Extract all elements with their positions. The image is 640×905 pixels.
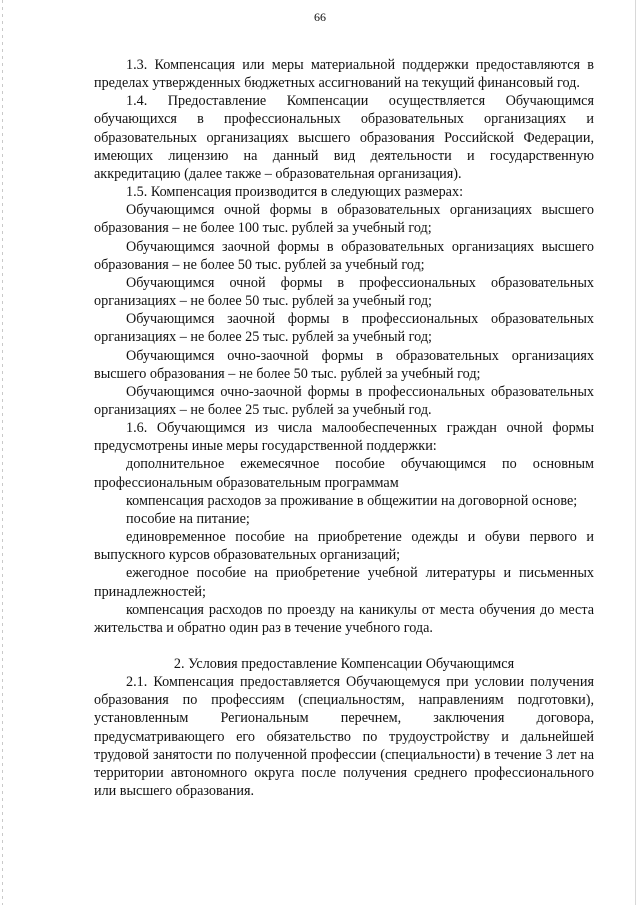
rate-parttime-professional: Обучающимся очно-заочной формы в профессиональных образовательных организациях – не более 25 тыс. рублей за учебный год. <box>94 383 594 418</box>
rate-correspondence-higher: Обучающимся заочной формы в образовательных организациях высшего образования – не более 50 тыс. рублей за учебный год; <box>94 238 594 273</box>
paragraph-1-5: 1.5. Компенсация производится в следующих размерах: <box>126 184 464 201</box>
support-literature-allowance: ежегодное пособие на приобретение учебной литературы и письменных принадлежностей; <box>94 565 594 600</box>
rate-fulltime-higher: Обучающимся очной формы в образовательных организациях высшего образования – не более 100 тыс. рублей за учебный год; <box>94 202 594 237</box>
paragraph-1-3: 1.3. Компенсация или меры материальной поддержки предоставляются в пределах утвержденных бюджетных ассигнований на текущий финансовый год. <box>94 57 594 92</box>
paragraph-2-1: 2.1. Компенсация предоставляется Обучающемуся при условии получения образования по профессиям (специальностям, направлениям подготовки), установленным Региональным перечнем, заключения договора, предусматривающего его обязательство по трудоустройству и дальнейшей трудовой занятости по полученной профессии (специальности) в течение 3 лет на территории автономного округа после получения среднего профессионального или высшего образования. <box>94 674 594 800</box>
page-number: 66 <box>314 10 326 24</box>
rate-correspondence-professional: Обучающимся заочной формы в профессиональных образовательных организациях – не более 25 тыс. рублей за учебный год; <box>94 311 594 346</box>
rate-fulltime-professional: Обучающимся очной формы в профессиональных образовательных организациях – не более 50 тыс. рублей за учебный год; <box>94 274 594 310</box>
paragraph-1-6: 1.6. Обучающимся из числа малообеспеченных граждан очной формы предусмотрены иные меры государственной поддержки: <box>94 420 594 455</box>
document-body <box>94 56 594 800</box>
scan-edge-left <box>2 0 3 905</box>
support-dormitory-compensation: компенсация расходов за проживание в общежитии на договорной основе; <box>126 492 578 509</box>
support-travel-compensation: компенсация расходов по проезду на каникулы от места обучения до места жительства и обратно один раз в течение учебного года. <box>94 601 594 636</box>
paragraph-1-4: 1.4. Предоставление Компенсации осуществляется Обучающимся обучающихся в профессиональных образовательных организациях и образовательных организациях высшего образования Российской Федерации, имеющих лицензию на данный вид деятельности и государственную аккредитацию (далее также – образовательная организация). <box>94 93 594 182</box>
support-food-allowance: пособие на питание; <box>126 510 250 527</box>
support-monthly-allowance: дополнительное ежемесячное пособие обучающимся по основным профессиональным образовательным программам <box>94 456 594 491</box>
scan-edge-right <box>635 0 636 905</box>
rate-parttime-higher: Обучающимся очно-заочной формы в образовательных организациях высшего образования – не более 50 тыс. рублей за учебный год; <box>94 347 594 382</box>
support-clothing-allowance: единовременное пособие на приобретение одежды и обуви первого и выпускного курсов образовательных организаций; <box>94 529 594 564</box>
section-2-heading: 2. Условия предоставление Компенсации Обучающимся <box>173 656 515 672</box>
